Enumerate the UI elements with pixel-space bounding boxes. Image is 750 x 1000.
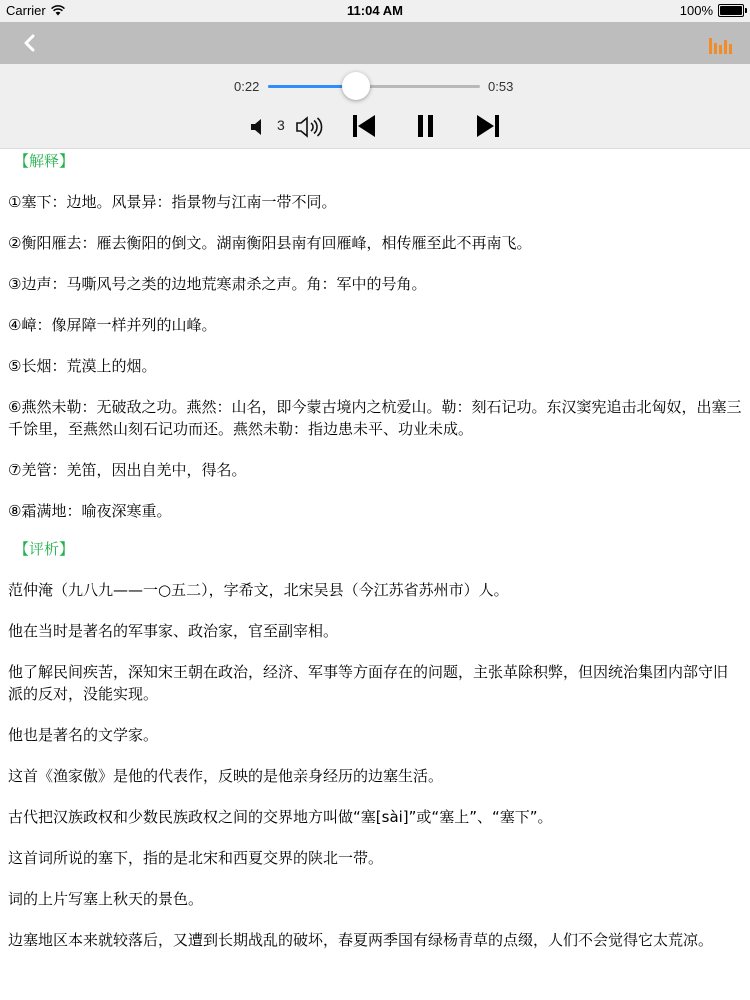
explanation-item: ⑤长烟：荒漠上的烟。 [8, 357, 157, 375]
analysis-paragraph: 他在当时是著名的军事家、政治家，官至副宰相。 [8, 622, 339, 640]
progress-slider[interactable] [268, 85, 480, 88]
explanation-item: ⑦羌管：羌笛，因出自羌中，得名。 [8, 461, 247, 479]
analysis-heading: 【评析】 [14, 540, 75, 558]
progress-knob[interactable] [342, 72, 370, 100]
analysis-paragraph: 他也是著名的文学家。 [8, 726, 159, 744]
explanation-item: ③边声：马嘶风号之类的边地荒寒肃杀之声。角：军中的号角。 [8, 275, 427, 293]
nav-bar [0, 22, 750, 64]
explanation-heading: 【解释】 [14, 152, 75, 170]
status-bar [0, 0, 750, 22]
explanation-item: ⑥燕然未勒：无破敌之功。燕然：山名，即今蒙古境内之杭爱山。勒：刻石记功。东汉窦宪追击北匈奴，出塞三千馀里，至燕然山刻石记功而还。燕然未勒：指边患未平、功业未成。 [8, 398, 742, 438]
status-time: 11:04 AM [347, 3, 403, 18]
bar-chart-icon [708, 34, 734, 54]
explanation-item: ⑧霜满地：喻夜深寒重。 [8, 502, 172, 520]
chevron-left-icon [18, 30, 44, 56]
explanation-item: ④嶂：像屏障一样并列的山峰。 [8, 316, 217, 334]
audio-player [0, 64, 750, 149]
analysis-paragraph: 古代把汉族政权和少数民族政权之间的交界地方叫做“塞[sài]”或“塞上”、“塞下”。 [8, 808, 553, 826]
explanation-list [8, 191, 742, 522]
analysis-paragraph: 这首词所说的塞下，指的是北宋和西夏交界的陕北一带。 [8, 849, 384, 867]
total-time: 0:53 [488, 79, 514, 94]
volume-down-icon[interactable] [250, 118, 264, 136]
explanation-item: ①塞下：边地。风景异：指景物与江南一带不同。 [8, 193, 337, 211]
analysis-paragraph: 范仲淹（九八九——一○五二），字希文，北宋吴县（今江苏省苏州市）人。 [8, 581, 509, 599]
current-time: 0:22 [234, 79, 260, 94]
next-track-icon[interactable] [476, 114, 500, 138]
analysis-paragraph: 这首《渔家傲》是他的代表作，反映的是他亲身经历的边塞生活。 [8, 767, 444, 785]
status-right [680, 3, 744, 18]
chart-button[interactable] [708, 34, 734, 54]
previous-track-icon[interactable] [352, 114, 376, 138]
article-content [8, 148, 742, 1000]
pause-icon[interactable] [416, 115, 436, 137]
carrier-label: Carrier [6, 3, 46, 18]
analysis-list [8, 579, 742, 951]
analysis-paragraph: 边塞地区本来就较落后，又遭到长期战乱的破坏，春夏两季国有绿杨青草的点缀，人们不会觉得它太荒凉。 [8, 931, 714, 949]
battery-percent: 100% [679, 3, 713, 18]
explanation-item: ②衡阳雁去：雁去衡阳的倒文。湖南衡阳县南有回雁峰，相传雁至此不再南飞。 [8, 234, 532, 252]
volume-level: 3 [277, 117, 285, 133]
volume-up-icon[interactable] [296, 116, 326, 138]
analysis-paragraph: 词的上片写塞上秋天的景色。 [8, 890, 204, 908]
back-button[interactable] [18, 30, 44, 56]
battery-icon [718, 4, 744, 17]
analysis-paragraph: 他了解民间疾苦，深知宋王朝在政治，经济、军事等方面存在的问题，主张革除积弊，但因统治集团内部守旧派的反对，没能实现。 [8, 663, 729, 703]
